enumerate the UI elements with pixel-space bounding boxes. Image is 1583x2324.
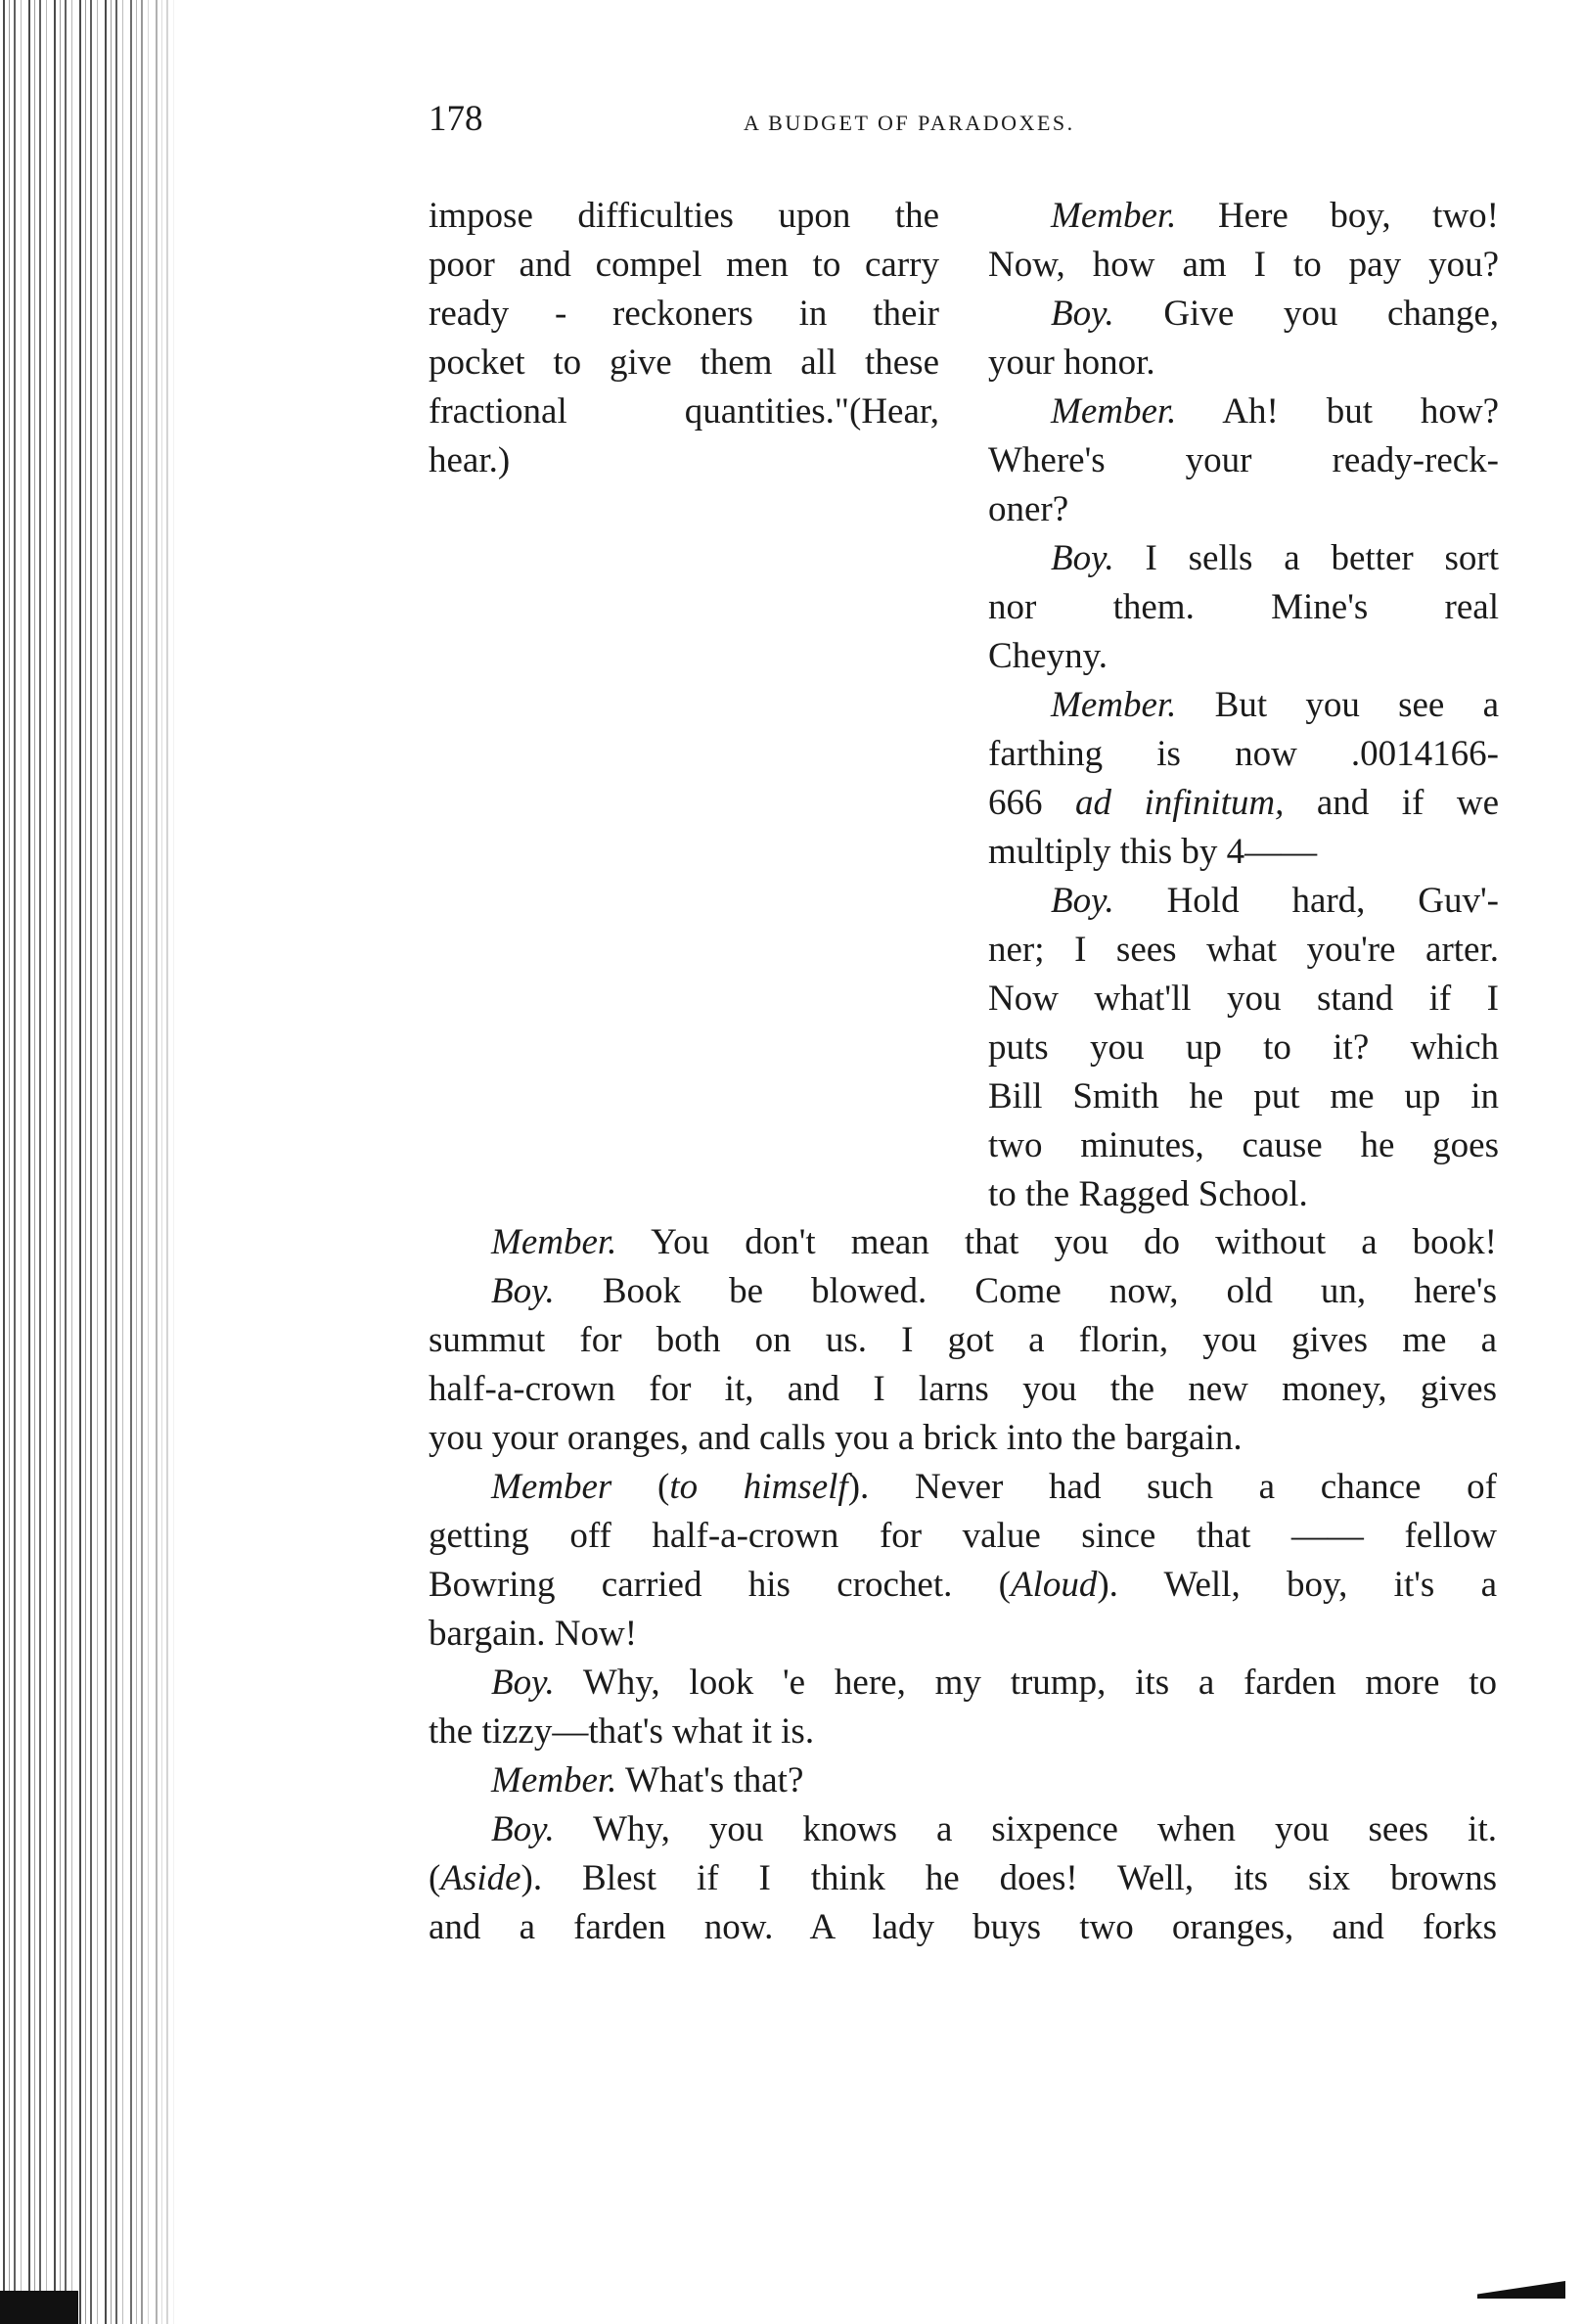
dialogue-line: Member (to himself). Never had such a chance of <box>491 1467 1497 1507</box>
page-number: 178 <box>429 99 483 139</box>
dialogue-line: Boy. Hold hard, Guv'- <box>1051 881 1499 921</box>
dialogue-line: Member. But you see a <box>1051 685 1499 725</box>
text-line: ready - reckoners in their <box>429 294 939 334</box>
full-width-text <box>429 1218 1497 1952</box>
speaker-name: Member. <box>1051 391 1177 432</box>
text-line: poor and compel men to carry <box>429 245 939 285</box>
speaker-name: Boy. <box>491 1809 555 1849</box>
text-line: fractional quantities."(Hear, <box>429 391 939 432</box>
running-title: A BUDGET OF PARADOXES. <box>744 111 1075 135</box>
text-line: to the Ragged School. <box>988 1174 1308 1214</box>
gutter-shadow <box>117 0 186 2324</box>
speaker-name: Member <box>491 1467 612 1507</box>
dialogue-line: Boy. Book be blowed. Come now, old un, here's <box>491 1271 1497 1311</box>
page-header <box>429 98 1497 147</box>
speaker-name: Member. <box>491 1760 617 1800</box>
text-line: Cheyny. <box>988 636 1108 676</box>
dialogue-line: Member. What's that? <box>491 1760 804 1800</box>
text-line: pocket to give them all these <box>429 342 939 383</box>
text-line: two minutes, cause he goes <box>988 1125 1499 1165</box>
dialogue-line: Boy. I sells a better sort <box>1051 538 1499 578</box>
text-line: Bill Smith he put me up in <box>988 1076 1499 1116</box>
text-line: bargain. Now! <box>429 1614 638 1654</box>
dialogue-line: Member. Ah! but how? <box>1051 391 1499 432</box>
text-line: half-a-crown for it, and I larns you the new money, gives <box>429 1369 1497 1409</box>
text-line: impose difficulties upon the <box>429 196 939 236</box>
dialogue-line: Boy. Give you change, <box>1051 294 1499 334</box>
gutter-foot-mark <box>0 2291 78 2324</box>
text-line: 666 ad infinitum, and if we <box>988 783 1500 823</box>
left-column <box>429 192 939 485</box>
speaker-name: Boy. <box>491 1663 555 1703</box>
text-line: farthing is now .0014166- <box>988 734 1499 774</box>
dialogue-line: Boy. Why, look 'e here, my trump, its a farden more to <box>491 1663 1497 1703</box>
text-line: Now, how am I to pay you? <box>988 245 1499 285</box>
text-line: puts you up to it? which <box>988 1027 1499 1068</box>
text-line: Now what'll you stand if I <box>988 979 1499 1019</box>
text-line: your honor. <box>988 342 1155 383</box>
text-line: ner; I sees what you're arter. <box>988 930 1499 970</box>
text-line: the tizzy—that's what it is. <box>429 1711 815 1752</box>
speaker-name: Boy. <box>491 1271 555 1311</box>
text-line: oner? <box>988 489 1069 529</box>
speaker-name: Boy. <box>1051 881 1114 921</box>
corner-ink-mark <box>1477 2281 1565 2299</box>
right-column <box>988 192 1499 1219</box>
text-line: getting off half-a-crown for value since that —— fellow <box>429 1516 1497 1556</box>
text-line: hear.) <box>429 440 511 480</box>
text-line: you your oranges, and calls you a brick into the bargain. <box>429 1418 1243 1458</box>
text-line: nor them. Mine's real <box>988 587 1499 627</box>
dialogue-line: Boy. Why, you knows a sixpence when you sees it. <box>491 1809 1497 1849</box>
text-line: (Aside). Blest if I think he does! Well, its six browns <box>429 1858 1497 1898</box>
speaker-name: Boy. <box>1051 538 1114 578</box>
speaker-name: Boy. <box>1051 294 1114 334</box>
text-line: multiply this by 4—— <box>988 832 1318 872</box>
dialogue-line: Member. You don't mean that you do without a book! <box>491 1222 1497 1262</box>
text-line: and a farden now. A lady buys two oranges, and forks <box>429 1907 1497 1947</box>
dialogue-line: Member. Here boy, two! <box>1051 196 1499 236</box>
text-line: Bowring carried his crochet. (Aloud). Well, boy, it's a <box>429 1565 1497 1605</box>
text-line: Where's your ready-reck- <box>988 440 1499 480</box>
text-line: summut for both on us. I got a florin, you gives me a <box>429 1320 1497 1360</box>
speaker-name: Member. <box>491 1222 617 1262</box>
speaker-name: Member. <box>1051 196 1177 236</box>
speaker-name: Member. <box>1051 685 1177 725</box>
